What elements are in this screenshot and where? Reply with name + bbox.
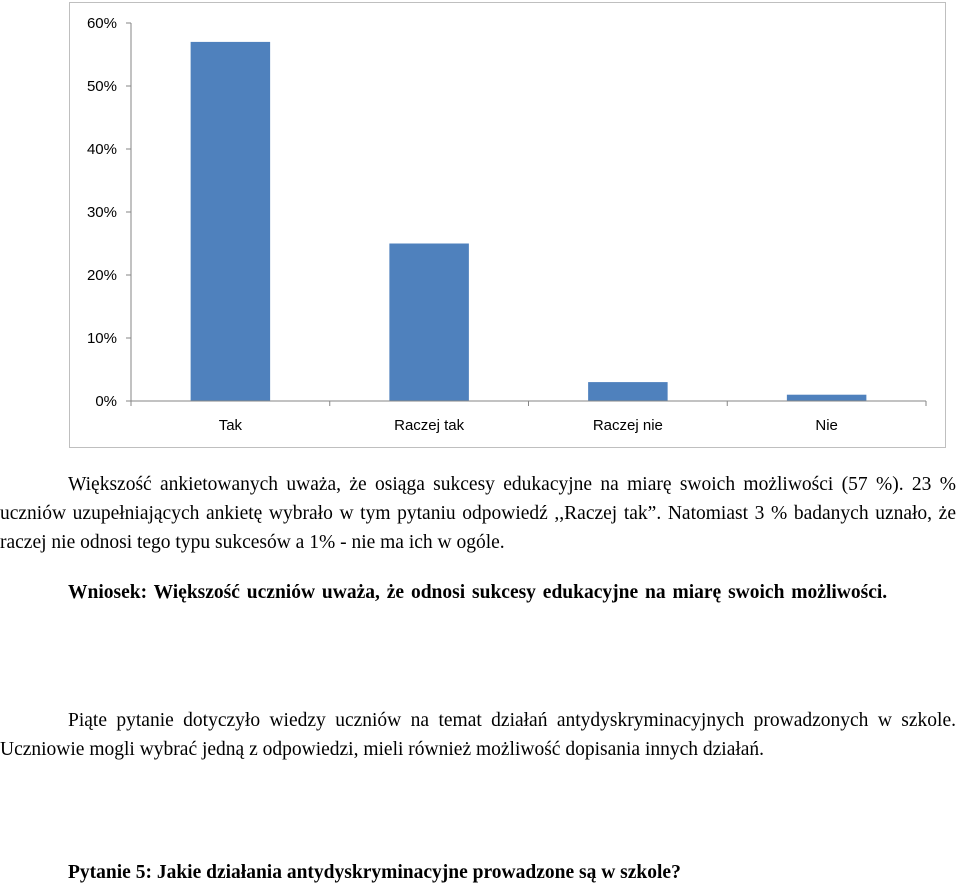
x-category-label: Nie: [815, 417, 838, 434]
bar: [389, 244, 469, 402]
bar: [588, 382, 668, 401]
y-tick-label: 40%: [86, 141, 117, 158]
y-tick-label: 10%: [86, 330, 117, 347]
paragraph-conclusion: Wniosek: Większość uczniów uważa, że odnosi sukcesy edukacyjne na miarę swoich możliwości.: [68, 582, 888, 603]
bar: [191, 42, 271, 401]
x-category-label: Raczej nie: [592, 417, 663, 434]
bar-chart: [70, 3, 947, 449]
y-tick-label: 0%: [95, 393, 117, 410]
question-5-heading: Pytanie 5: Jakie działania antydyskryminacyjne prowadzone są w szkole?: [68, 862, 681, 883]
y-tick-label: 60%: [86, 15, 117, 32]
y-tick-label: 50%: [86, 78, 117, 95]
chart-frame: [69, 2, 946, 448]
x-category-label: Tak: [218, 417, 243, 434]
paragraph-results: Większość ankietowanych uważa, że osiąga sukcesy edukacyjne na miarę swoich możliwości (57 %). 23 % uczniów uzupełniających ankietę wybrało w tym pytaniu odpowiedź ,,Raczej tak”. Natomiast 3 % badanych uznało, że raczej nie odnosi tego typu sukcesów a 1% - nie ma ich w ogóle.: [0, 474, 956, 553]
y-tick-label: 20%: [86, 267, 117, 284]
bar: [787, 395, 867, 401]
x-category-label: Raczej tak: [394, 417, 465, 434]
y-tick-label: 30%: [86, 204, 117, 221]
paragraph-question-intro: Piąte pytanie dotyczyło wiedzy uczniów na temat działań antydyskryminacyjnych prowadzonych w szkole. Uczniowie mogli wybrać jedną z odpowiedzi, mieli również możliwość dopisania innych działań.: [0, 710, 956, 760]
